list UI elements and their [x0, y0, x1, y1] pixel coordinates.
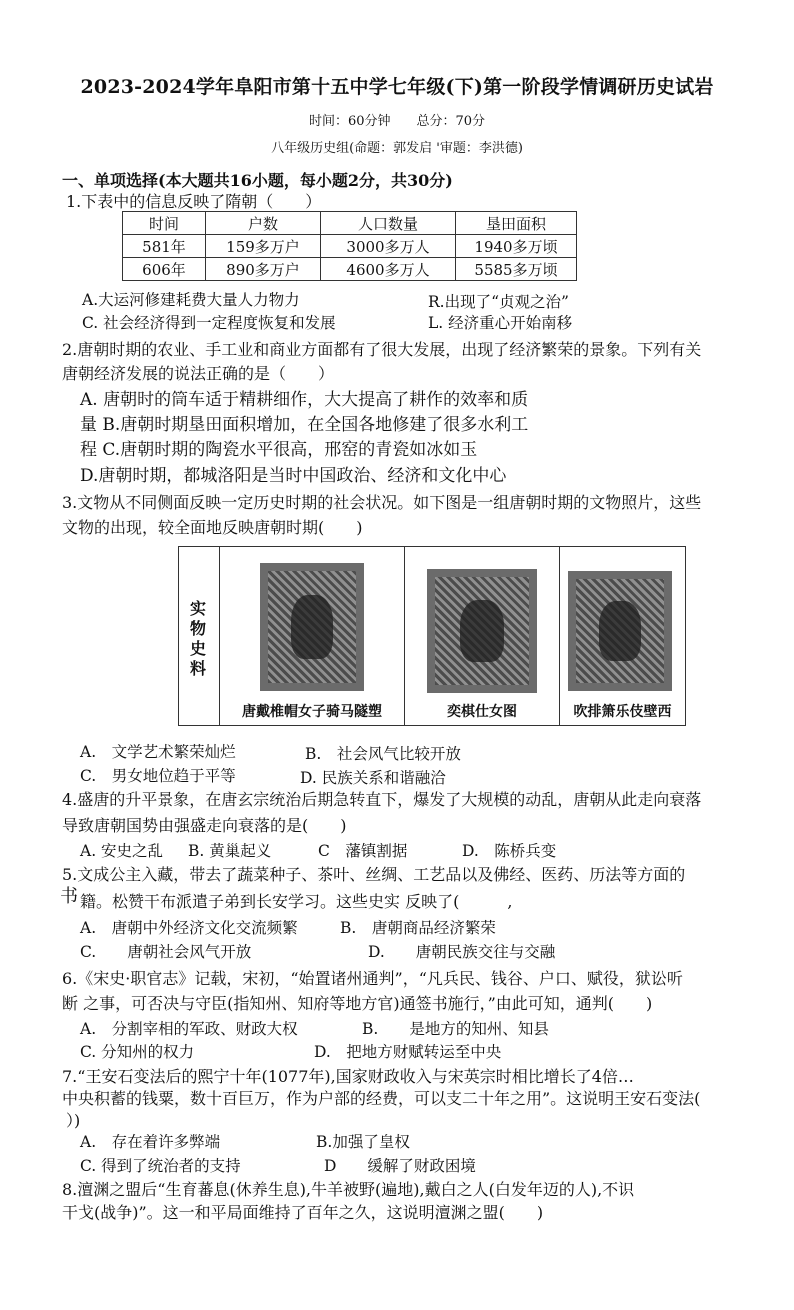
- q7-stem-line1: 7.“王安石变法后的熙宁十年(1077年),国家财政收入与宋英宗时相比增长了4倍…: [62, 1067, 634, 1086]
- figure-side-label: 实物史料: [190, 599, 207, 678]
- q7-stem-line2: 中央积蓄的钱粟，数十百巨万，作为户部的经费，可以支二十年之用”。这说明王安石变法(: [62, 1089, 701, 1108]
- artifact-cell: [220, 547, 405, 725]
- table-row: [123, 235, 577, 258]
- artifact-caption: 奕棋仕女图: [447, 704, 517, 720]
- table-header: 垦田面积: [456, 212, 577, 235]
- q8-stem-line1: 8.澶渊之盟后“生育蕃息(休养生息),牛羊被野(遍地),戴白之人(白发年迈的人),不识: [62, 1180, 635, 1199]
- q7-option-d: D 缓解了财政困境: [324, 1157, 476, 1175]
- q1-option-a: A.大运河修建耗费大量人力物力: [82, 291, 300, 309]
- q4-option-b: B. 黄巢起义: [188, 842, 272, 860]
- section-heading: 一、单项选择(本大题共16小题，每小题2分，共30分): [62, 171, 453, 190]
- q1-option-b: R.出现了“贞观之治”: [428, 293, 569, 311]
- q3-option-b: B. 社会风气比较开放: [305, 745, 461, 763]
- q7-option-b: B.加强了皇权: [316, 1133, 410, 1151]
- q4-stem-line2: 导致唐朝国势由强盛走向衰落的是( ): [62, 816, 347, 835]
- artifact-caption: 唐戴椎帽女子骑马隧塑: [242, 704, 382, 720]
- table-cell: 3000多万人: [321, 235, 456, 258]
- q2-stem-line2: 唐朝经济发展的说法正确的是（ ）: [62, 364, 335, 383]
- q2-option-line4: D.唐朝时期，都城洛阳是当时中国政治、经济和文化中心: [80, 466, 507, 486]
- q7-option-c: C. 得到了统治者的支持: [80, 1157, 241, 1175]
- q1-table: [122, 211, 577, 281]
- table-header-row: [123, 212, 577, 235]
- q7-option-a: A. 存在着许多弊端: [80, 1133, 221, 1151]
- exam-time-score: 时间：60分钟 总分：70分: [308, 114, 486, 129]
- table-cell: 4600多万人: [321, 258, 456, 281]
- q5-option-c: C. 唐朝社会风气开放: [80, 943, 252, 961]
- table-header: 人口数量: [321, 212, 456, 235]
- exam-title: 2023-2024学年阜阳市第十五中学七年级(下)第一阶段学情调研历史试岩: [80, 76, 714, 98]
- artifact-photo-horse-rider: [260, 563, 364, 691]
- q7-stem-line3: ）): [66, 1111, 81, 1130]
- q6-option-b: B. 是地方的知州、知县: [362, 1020, 549, 1038]
- q4-option-d: D. 陈桥兵变: [462, 842, 557, 860]
- q8-stem-line2: 干戈(战争)”。这一和平局面维持了百年之久，这说明澶渊之盟( ): [62, 1203, 544, 1222]
- artifact-cell: [405, 547, 560, 725]
- q4-stem-line1: 4.盛唐的升平景象，在唐玄宗统治后期急转直下，爆发了大规模的动乱，唐朝从此走向衰落: [62, 790, 702, 809]
- table-header: 时间: [123, 212, 206, 235]
- table-header: 户数: [206, 212, 321, 235]
- table-cell: 5585多万顷: [456, 258, 577, 281]
- q5-stem-line2-start: 书: [60, 886, 78, 907]
- q5-stem-line2: 籍。松赞干布派遣子弟到长安学习。这些史实 反映了( ,: [80, 892, 513, 911]
- table-row: [123, 258, 577, 281]
- table-cell: 890多万户: [206, 258, 321, 281]
- q5-option-b: B. 唐朝商品经济繁荣: [340, 919, 496, 937]
- artifact-photo-chess-lady: [427, 569, 537, 693]
- q5-stem-line1: 5.文成公主入藏，带去了蔬菜种子、茶叶、丝绸、工艺品以及佛经、医药、历法等方面的: [62, 865, 686, 884]
- q6-option-d: D. 把地方财赋转运至中央: [314, 1043, 502, 1061]
- q3-stem-line1: 3.文物从不同侧面反映一定历史时期的社会状况。如下图是一组唐朝时期的文物照片，这些: [62, 493, 702, 512]
- figure-side-label-cell: [179, 547, 220, 725]
- q3-option-d: D. 民族关系和谐融洽: [300, 769, 446, 787]
- q5-option-d: D. 唐朝民族交往与交融: [368, 943, 556, 961]
- artifact-caption: 吹排箫乐伎壁西: [573, 704, 672, 720]
- table-cell: 1940多万顷: [456, 235, 577, 258]
- q2-option-line1: A. 唐朝时的筒车适于精耕细作，大大提高了耕作的效率和质: [80, 390, 529, 410]
- artifact-cell: [560, 547, 685, 725]
- table-cell: 581年: [123, 235, 206, 258]
- table-cell: 159多万户: [206, 235, 321, 258]
- q2-option-line2: 量 B.唐朝时期垦田面积增加，在全国各地修建了很多水利工: [80, 415, 529, 435]
- q3-stem-line2: 文物的出现，较全面地反映唐朝时期( ): [62, 518, 363, 537]
- exam-authors: 八年级历史组(命题：郭发启 '审题：李洪德): [271, 141, 523, 156]
- q6-stem-line1: 6.《宋史·职官志》记载，宋初，“始置诸州通判”，“凡兵民、钱谷、户口、赋役，狱讼听: [62, 969, 683, 988]
- q1-option-d: L. 经济重心开始南移: [428, 314, 573, 332]
- table-cell: 606年: [123, 258, 206, 281]
- q2-stem-line1: 2.唐朝时期的农业、手工业和商业方面都有了很大发展，出现了经济繁荣的景象。下列有关: [62, 340, 702, 359]
- q4-option-a: A. 安史之乱: [80, 842, 164, 860]
- q2-option-line3: 程 C.唐朝时期的陶瓷水平很高，邢窑的青瓷如冰如玉: [80, 440, 478, 460]
- q3-option-c: C. 男女地位趋于平等: [80, 767, 236, 785]
- q6-option-c: C. 分知州的权力: [80, 1043, 195, 1061]
- q4-option-c: C 藩镇割据: [318, 842, 408, 860]
- q6-option-a: A. 分割宰相的军政、财政大权: [80, 1020, 298, 1038]
- q3-option-a: A. 文学艺术繁荣灿烂: [80, 743, 236, 761]
- artifact-photo-musician: [568, 571, 672, 691]
- q1-option-c: C. 社会经济得到一定程度恢复和发展: [82, 314, 336, 332]
- q3-artifact-figure: [178, 546, 686, 726]
- q1-stem: 1.下表中的信息反映了隋朝（ ）: [66, 192, 322, 211]
- q6-stem-line2: 断 之事，可否决与守臣(指知州、知府等地方官)通签书施行，”由此可知，通判( ): [62, 994, 653, 1013]
- q5-option-a: A. 唐朝中外经济文化交流频繁: [80, 919, 298, 937]
